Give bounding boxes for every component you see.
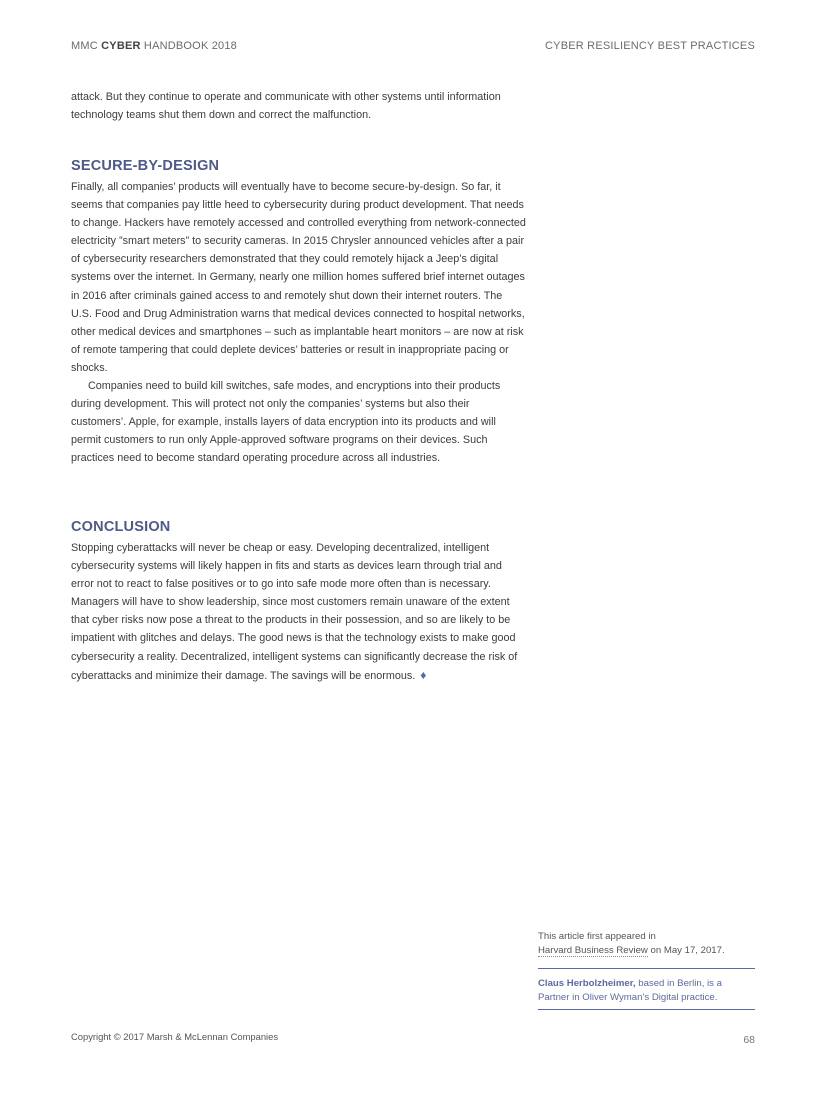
running-header-section: CYBER RESILIENCY BEST PRACTICES (545, 40, 755, 52)
publication-date: on May 17, 2017. (647, 945, 725, 956)
intro-paragraph: attack. But they continue to operate and communicate with other systems until information technology teams shut them down and correct the malfunction. (71, 91, 501, 122)
sidebar-divider-bottom (538, 1009, 755, 1010)
conclusion-heading: CONCLUSION (71, 519, 171, 535)
header-rest: HANDBOOK 2018 (143, 40, 238, 52)
publication-link[interactable]: Harvard Business Review (538, 945, 648, 956)
conclusion-text: Stopping cyberattacks will never be cheap or easy. Developing decentralized, intelligent cybersecurity systems will likely happen in fits and starts as devices learn through trial and error not to react to false positives or to go into safe mode more often than is necessary. Managers will have to show leadership, since most customers remain unaware of the extent that cyber risks now pose a threat to the products in their possession, and so are likely to be impatient with glitches and delays. The good news is that the technology exists to make good cybersecurity a reality. Decentralized, intelligent systems can significantly decrease the risk of cyberattacks and minimize their damage. The savings will be enormous. (71, 542, 518, 682)
page-number: 68 (743, 1034, 755, 1046)
secure-by-design-body (71, 178, 526, 468)
sidebar-divider-top (538, 968, 755, 969)
secure-by-design-paragraph-2: Companies need to build kill switches, safe modes, and encryptions into their products during development. This will protect not only the companies’ systems but also their customers’. Apple, for example, installs layers of data encryption into its products and will permit customers to run only Apple-approved software programs on their devices. Such practices need to become standard operating procedure across all industries. (71, 380, 501, 465)
end-diamond-icon: ♦ (420, 667, 427, 682)
conclusion-paragraph (71, 539, 526, 685)
author-name: Claus Herbolzheimer, (538, 978, 636, 989)
header-bold: CYBER (101, 40, 141, 52)
conclusion-body (71, 539, 526, 685)
running-header-title (71, 40, 237, 52)
secure-by-design-heading: SECURE-BY-DESIGN (71, 158, 220, 174)
copyright-footer: Copyright © 2017 Marsh & McLennan Companies (71, 1031, 279, 1042)
author-description: based in Berlin, is a Partner in Oliver Wyman’s Digital practice. (538, 978, 722, 1003)
publication-note (538, 930, 755, 958)
intro-paragraph-block (71, 88, 526, 124)
author-bio (538, 977, 755, 1005)
publication-note-line: This article first appeared in (538, 931, 656, 942)
secure-by-design-paragraph-1: Finally, all companies’ products will eventually have to become secure-by-design. So far, it seems that companies pay little heed to cybersecurity during product development. That needs to change. Hackers have remotely accessed and controlled everything from network-connected electricity ”smart meters” to security cameras. In 2015 Chrysler announced vehicles after a pair of cybersecurity researchers demonstrated that they could remotely hijack a Jeep’s digital systems over the internet. In Germany, nearly one million homes suffered brief internet outages in 2016 after criminals gained access to and remotely shut down their internet routers. The U.S. Food and Drug Administration warns that medical devices connected to hospital networks, other medical devices and smartphones – such as implantable heart monitors – are now at risk of remote tampering that could deplete devices’ batteries or result in inappropriate pacing or shocks. (71, 181, 526, 374)
header-prefix: MMC (71, 40, 98, 52)
